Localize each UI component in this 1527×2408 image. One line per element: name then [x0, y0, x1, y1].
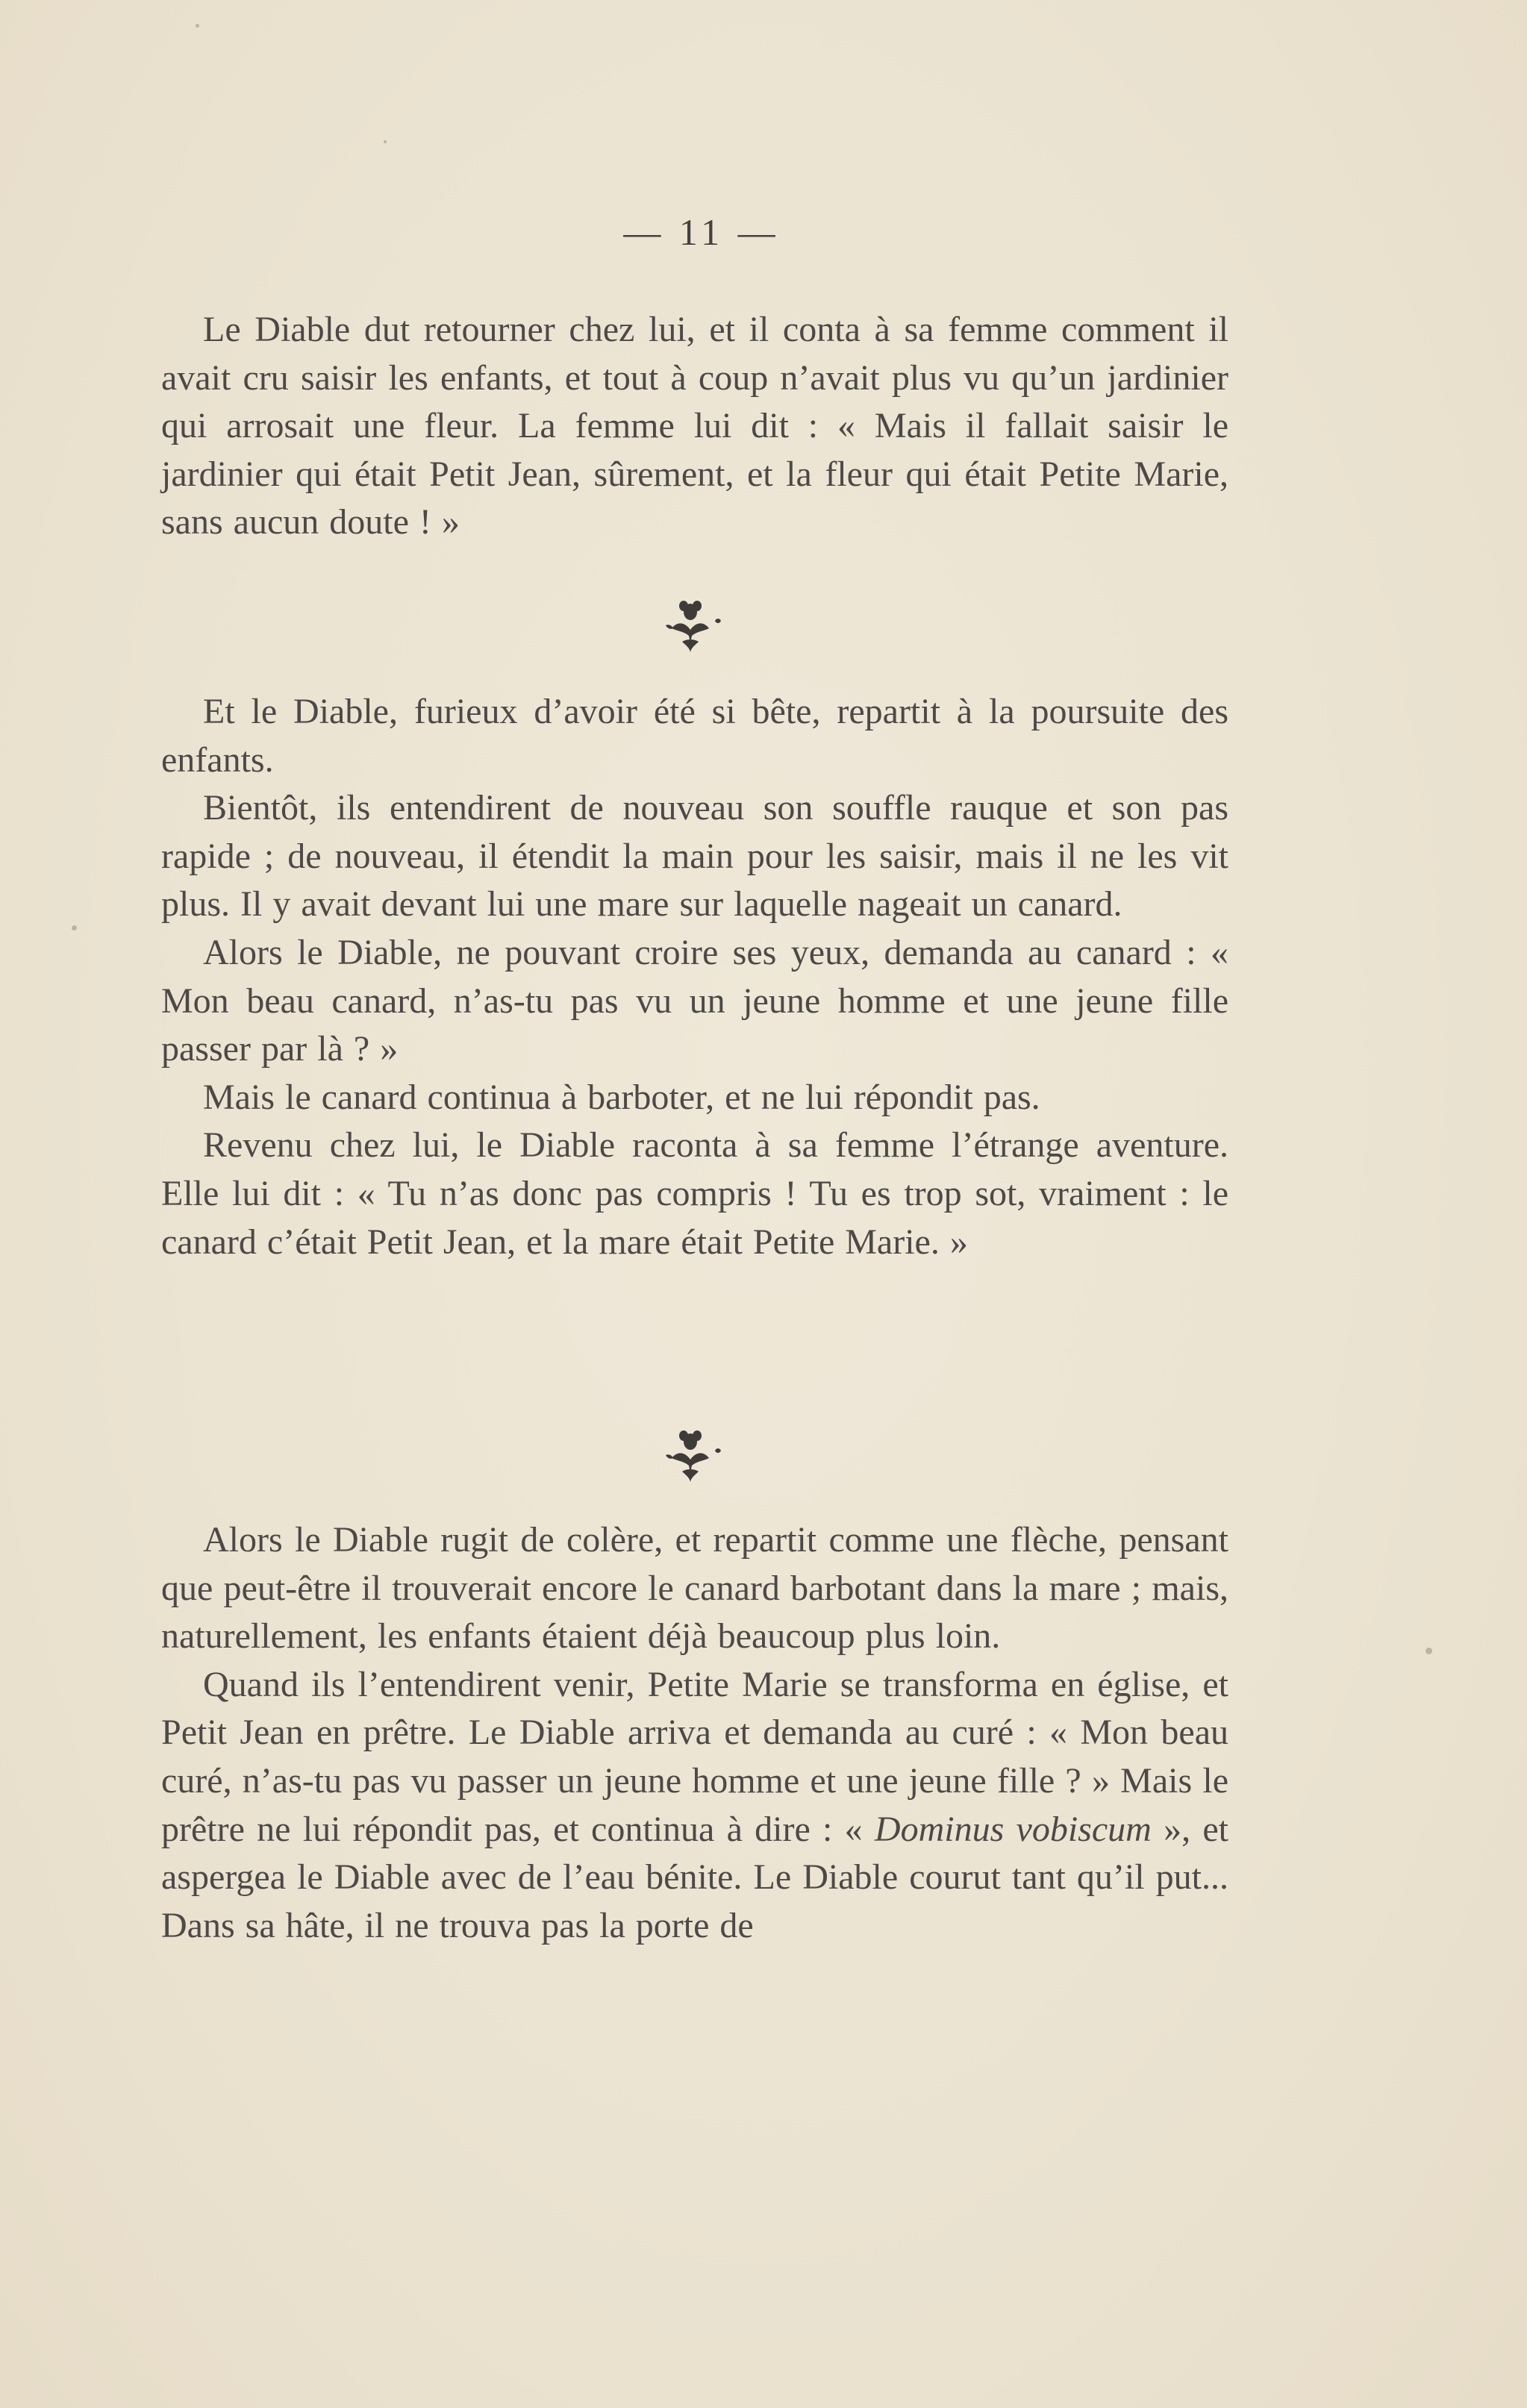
text-section-1	[161, 306, 1228, 547]
text-section-3	[161, 1516, 1228, 1950]
paper-speck	[1425, 1648, 1432, 1654]
fleuron-ornament-icon	[657, 598, 724, 658]
paper-speck	[72, 925, 77, 931]
paragraph: Le Diable dut retourner chez lui, et il conta à sa femme comment il avait cru saisir les enfants, et tout à coup n’avait plus vu qu’un jardinier qui arrosait une fleur. La femme lui dit : « Mais il fallait saisir le jardinier qui était Petit Jean, sûrement, et la fleur qui était Petite Marie, sans aucun doute ! »	[161, 310, 1228, 542]
paper-speck	[196, 24, 199, 28]
page-number: — 11 —	[623, 211, 780, 253]
paragraph-text: », et aspergea le Diable avec de l’eau bénite. Le Diable courut tant qu’il put... Dans sa hâte, il ne trouva pas la porte de	[161, 1809, 1228, 1945]
paragraph: Alors le Diable, ne pouvant croire ses yeux, demanda au canard : « Mon beau canard, n’as-tu pas vu un jeune homme et une jeune fille passer par là ? »	[161, 932, 1228, 1069]
paragraph-text: Quand ils l’entendirent venir, Petite Marie se transforma en église, et Petit Jean en prêtre. Le Diable arriva et demanda au curé : « Mon beau curé, n’as-tu pas vu passer un jeune homme et une jeune fille ? » Mais le prêtre ne lui répondit pas, et continua à dire : «	[161, 1664, 1228, 1849]
paragraph: Bientôt, ils entendirent de nouveau son souffle rauque et son pas rapide ; de nouveau, il étendit la main pour les saisir, mais il ne les vit plus. Il y avait devant lui une mare sur laquelle nageait un canard.	[161, 788, 1228, 925]
paragraph: Revenu chez lui, le Diable raconta à sa femme l’étrange aventure. Elle lui dit : « Tu n’as donc pas compris ! Tu es trop sot, vraiment : le canard c’était Petit Jean, et la mare était Petite Marie. »	[161, 1125, 1228, 1262]
fleuron-ornament-icon	[657, 1428, 724, 1488]
paragraph: Alors le Diable rugit de colère, et repartit comme une flèche, pensant que peut-être il trouverait encore le canard barbotant dans la mare ; mais, naturellement, les enfants étaient déjà beaucoup plus loin.	[161, 1520, 1228, 1657]
paragraph: Mais le canard continua à barboter, et ne lui répondit pas.	[203, 1077, 1040, 1117]
text-section-2	[161, 688, 1228, 1266]
latin-phrase: Dominus vobiscum	[874, 1809, 1152, 1849]
paper-speck	[384, 140, 387, 143]
paragraph: Et le Diable, furieux d’avoir été si bête, repartit à la poursuite des enfants.	[161, 692, 1228, 780]
paragraph	[161, 1661, 1228, 1951]
